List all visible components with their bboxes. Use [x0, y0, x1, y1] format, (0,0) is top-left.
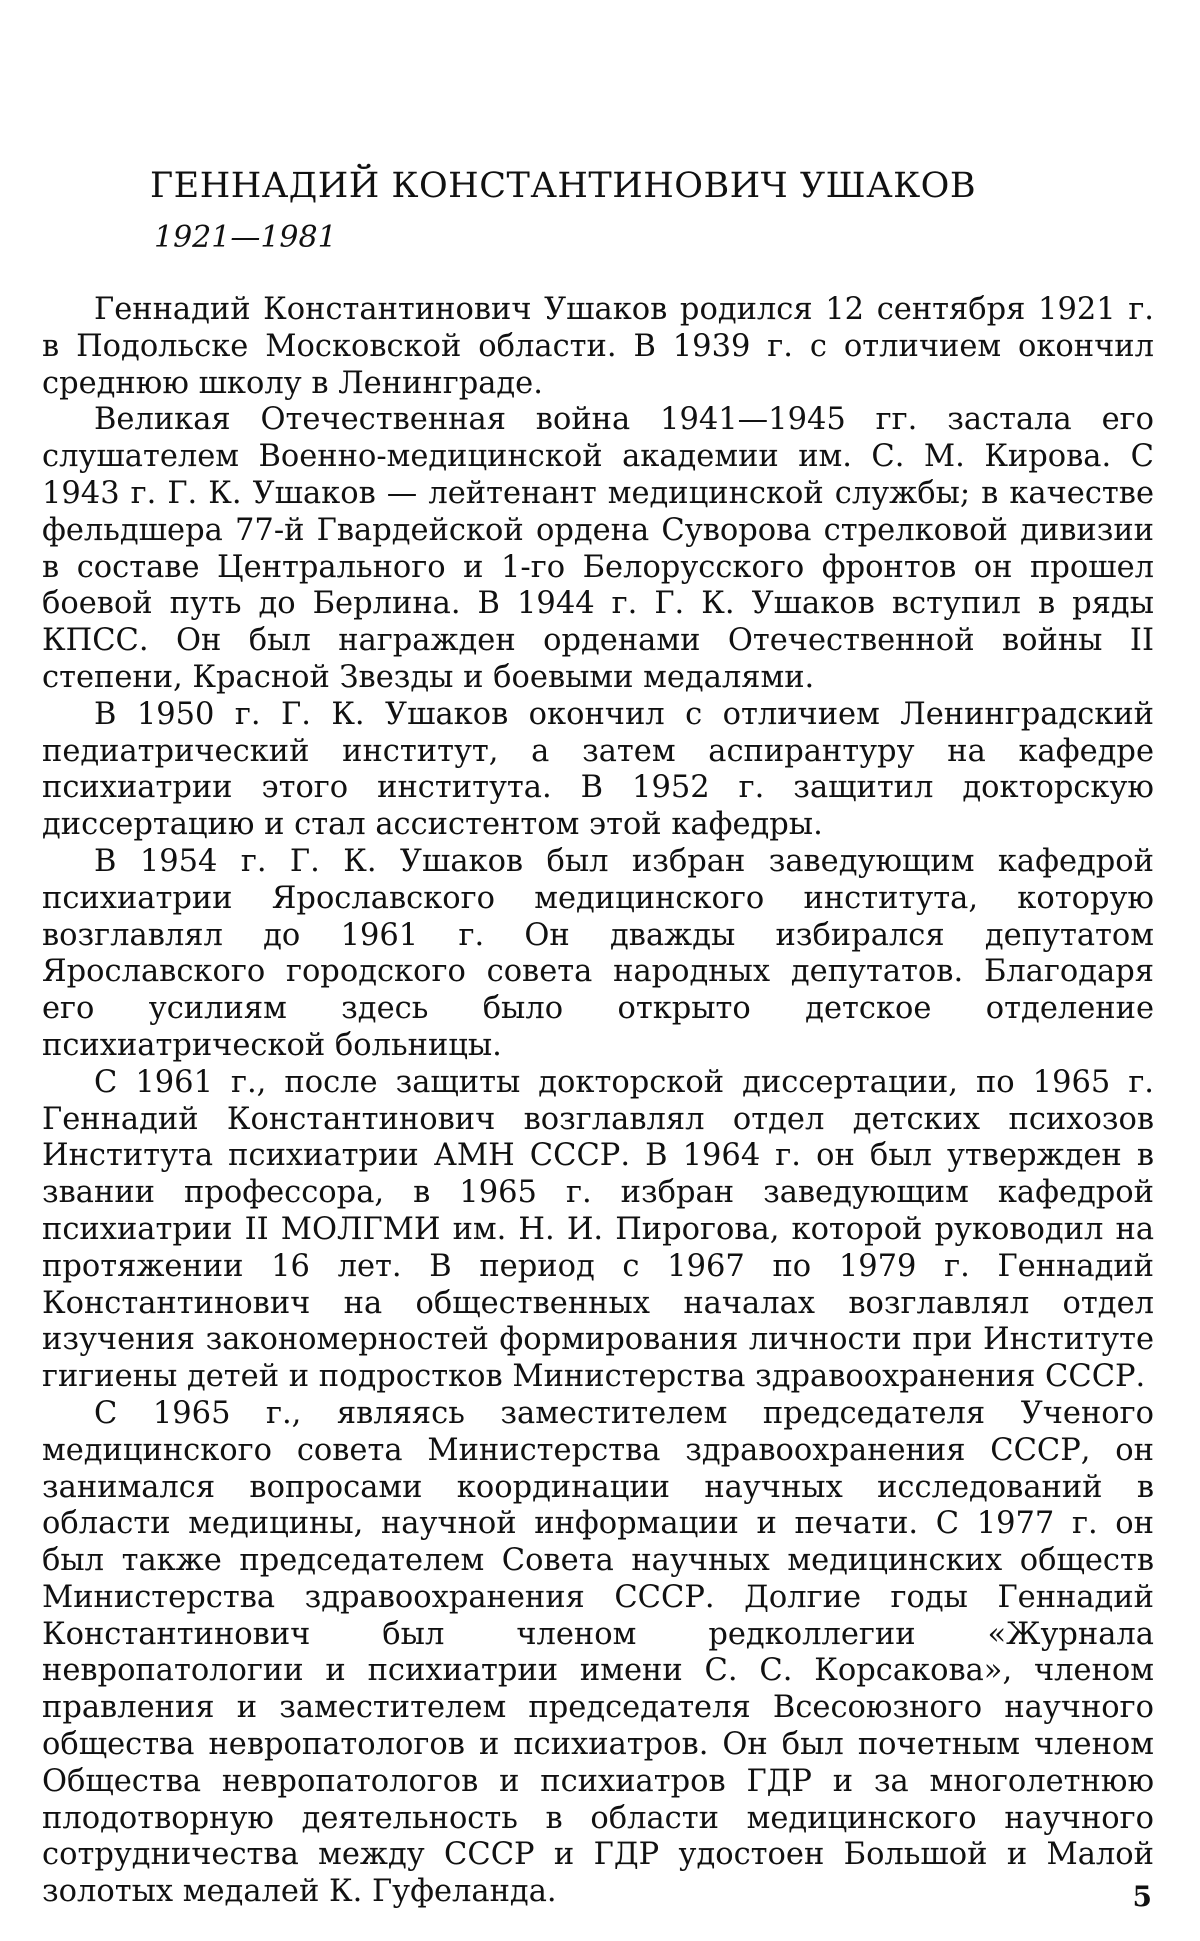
life-years: 1921—1981	[154, 220, 337, 255]
paragraph-war: Великая Отечественная война 1941—1945 гг. застала его слушателем Военно-медицинской академии им. С. М. Кирова. С 1943 г. Г. К. Ушаков — лейтенант медицинской службы; в качестве фельдшера 77-й Гвардейской ордена Суворова стрелковой дивизии в составе Центрального и 1-го Белорусского фронтов он прошел боевой путь до Берлина. В 1944 г. Г. К. Ушаков вступил в ряды КПСС. Он был награжден орденами Отечественной войны II степени, Красной Звезды и боевыми медалями.	[42, 402, 1154, 695]
biography-text	[42, 292, 1154, 1911]
paragraph-public-work: С 1965 г., являясь заместителем председателя Ученого медицинского совета Министерства здравоохранения СССР, он занимался вопросами координации научных исследований в области медицины, научной информации и печати. С 1977 г. он был также председателем Совета научных медицинских обществ Министерства здравоохранения СССР. Долгие годы Геннадий Константинович был членом редколлегии «Журнала невропатологии и психиатрии имени С. С. Корсакова», членом правления и заместителем председателя Всесоюзного научного общества невропатологов и психиатров. Он был почетным членом Общества невропатологов и психиатров ГДР и за многолетнюю плодотворную деятельность в области медицинского научного сотрудничества между СССР и ГДР удостоен Большой и Малой золотых медалей К. Гуфеланда.	[42, 1395, 1154, 1910]
paragraph-moscow: С 1961 г., после защиты докторской диссертации, по 1965 г. Геннадий Константинович возглавлял отдел детских психозов Института психиатрии АМН СССР. В 1964 г. он был утвержден в звании профессора, в 1965 г. избран заведующим кафедрой психиатрии II МОЛГМИ им. Н. И. Пирогова, которой руководил на протяжении 16 лет. В период с 1967 по 1979 г. Геннадий Константинович на общественных началах возглавлял отдел изучения закономерностей формирования личности при Институте гигиены детей и подростков Министерства здравоохранения СССР.	[42, 1064, 1154, 1395]
paragraph-education: В 1950 г. Г. К. Ушаков окончил с отличием Ленинградский педиатрический институт, а затем аспирантуру на кафедре психиатрии этого института. В 1952 г. защитил докторскую диссертацию и стал ассистентом этой кафедры.	[42, 696, 1154, 843]
page-number: 5	[1132, 1880, 1152, 1913]
paragraph-yaroslavl: В 1954 г. Г. К. Ушаков был избран заведующим кафедрой психиатрии Ярославского медицинского института, которую возглавлял до 1961 г. Он дважды избирался депутатом Ярославского городского совета народных депутатов. Благодаря его усилиям здесь было открыто детское отделение психиатрической больницы.	[42, 843, 1154, 1063]
page-title: ГЕННАДИЙ КОНСТАНТИНОВИЧ УШАКОВ	[150, 166, 977, 206]
document-page	[42, 0, 1154, 1941]
paragraph-birth: Геннадий Константинович Ушаков родился 12 сентября 1921 г. в Подольске Московской области. В 1939 г. с отличием окончил среднюю школу в Ленинграде.	[42, 292, 1154, 401]
